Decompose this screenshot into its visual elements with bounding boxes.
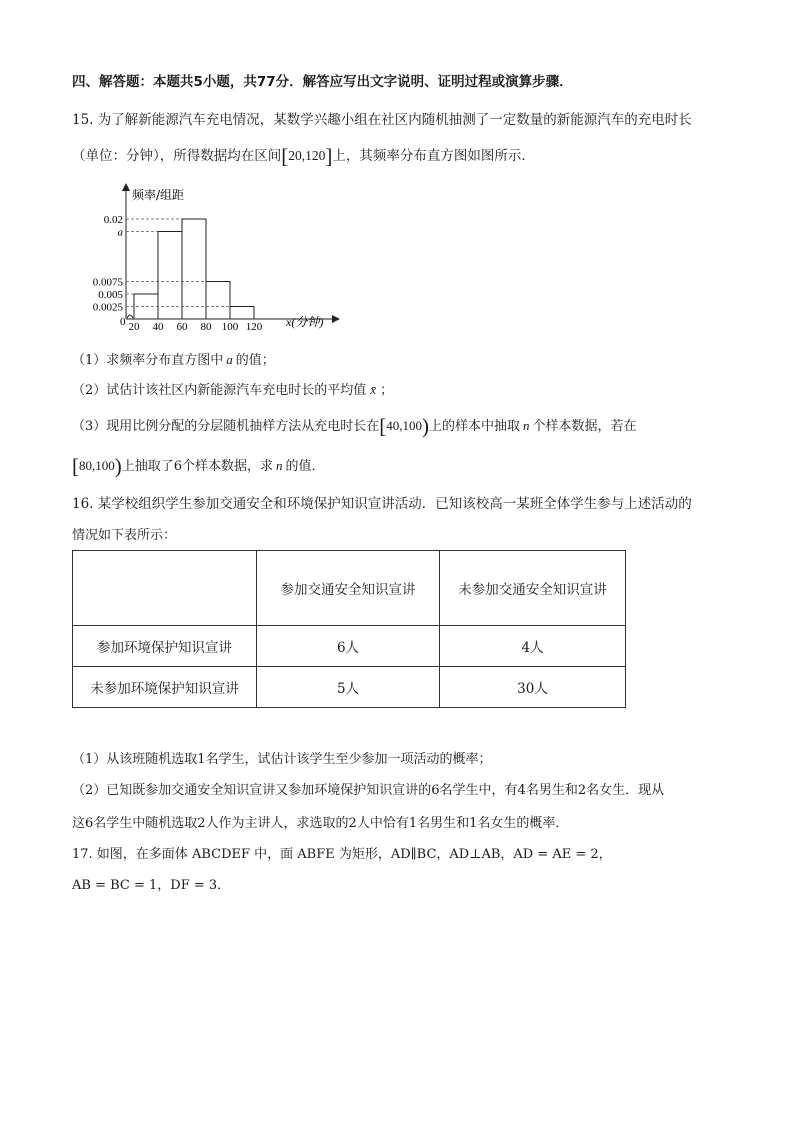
origin-label: 0 (120, 316, 126, 328)
axis-break-mark (127, 315, 133, 318)
q15-part1 (72, 350, 275, 371)
x-tick-label: 60 (176, 321, 188, 333)
y-tick-label: 0.02 (103, 214, 123, 226)
y-tick-label: a (117, 226, 123, 239)
q16-stem-line2: 情况如下表所示： (72, 528, 177, 543)
histogram-bar (206, 282, 230, 320)
x-tick-label: 80 (200, 321, 212, 333)
x-axis-label: x(分钟) (286, 315, 324, 329)
var-n-2: n (276, 458, 283, 473)
q15-part3-interval: 40,100 (386, 418, 423, 433)
q16-part1: （1）从该班随机选取1名学生，试估计该学生至少参加一项活动的概率； (72, 752, 492, 767)
q15-stem-text: （单位：分钟），所得数据均在区间 (72, 148, 282, 164)
q17-stem-line1: 17. 如图，在多面体 ABCDEF 中，面 ABFE 为矩形，AD∥BC，AD⊥AB，AD = AE = 2， (72, 847, 612, 862)
q15-part3b-interval: 80,100 (79, 458, 115, 473)
table-row-header: 未参加环境保护知识宣讲 (73, 667, 257, 708)
x-tick-label: 120 (245, 321, 263, 333)
var-xbar: x̄ (370, 382, 377, 397)
table-cell: 30人 (440, 667, 626, 708)
q15-stem-line2: （单位：分钟），所得数据均在区间[20,120]上，其频率分布直方图如图所示． (72, 144, 535, 168)
q15-part3-post: 个样本数据，若在 (532, 419, 637, 434)
table-header-row (73, 551, 626, 626)
q15-part2 (72, 380, 393, 401)
q15-stem-text-post: 上，其频率分布直方图如图所示． (332, 148, 535, 164)
q15-part2-text: （2）试估计该社区内新能源汽车充电时长的平均值 (72, 383, 367, 398)
x-tick-label: 100 (221, 321, 239, 333)
table-cell: 5人 (257, 667, 440, 708)
q16-part2-line2: 这6名学生中随机选取2人作为主讲人，求选取的2人中恰有1名男生和1名女生的概率． (72, 816, 569, 831)
q15-part3b-post: 的值． (285, 459, 325, 474)
x-tick-label: 40 (152, 321, 164, 333)
q16-stem-line1: 16. 某学校组织学生参加交通安全和环境保护知识宣讲活动．已知该校高一某班全体学生参与上述活动的 (72, 496, 692, 512)
y-axis-label: 频率/组距 (132, 188, 185, 202)
table-corner-cell (73, 551, 257, 626)
table-row-header: 参加环境保护知识宣讲 (73, 626, 257, 667)
histogram-bar (158, 232, 182, 320)
table-cell: 6人 (257, 626, 440, 667)
x-tick-label: 20 (128, 321, 140, 333)
y-tick-label: 0.0025 (92, 301, 123, 314)
var-n: n (523, 418, 530, 433)
q15-part2-post: ； (380, 383, 394, 398)
histogram-bar (230, 307, 254, 320)
table-cell: 4人 (440, 626, 626, 667)
q15-stem-line1: 15. 为了解新能源汽车充电情况，某数学兴趣小组在社区内随机抽测了一定数量的新能源汽车的充电时长 (72, 112, 692, 128)
section-heading: 四、解答题：本题共5小题，共77分．解答应写出文字说明、证明过程或演算步骤． (72, 74, 573, 90)
histogram-bar (182, 219, 206, 319)
q15-part3-text: （3）现用比例分配的分层随机抽样方法从充电时长在 (72, 419, 380, 434)
q15-interval: 20,120 (288, 148, 326, 163)
y-tick-label: 0.0075 (92, 276, 123, 289)
q16-part2-line1: （2）已知既参加交通安全知识宣讲又参加环境保护知识宣讲的6名学生中，有4名男生和2名女生．现从 (72, 783, 665, 798)
q15-part3b-mid: 上抽取了6个样本数据，求 (121, 459, 274, 474)
q17-stem-line2: AB = BC = 1，DF = 3． (72, 878, 231, 893)
y-tick-label: 0.005 (98, 289, 123, 301)
histogram-bars (93, 187, 336, 333)
q15-part3: （3）现用比例分配的分层随机抽样方法从充电时长在[40,100)上的样本中抽取 n 个样本数据，若在 (72, 414, 637, 438)
table-row (73, 667, 626, 708)
frequency-histogram (92, 183, 350, 333)
var-a: a (226, 352, 233, 367)
table-header-cell: 未参加交通安全知识宣讲 (440, 551, 626, 626)
table-row (73, 626, 626, 667)
q15-part3-cont: [80,100)上抽取了6个样本数据，求 n 的值． (72, 454, 325, 478)
table-header-cell: 参加交通安全知识宣讲 (257, 551, 440, 626)
activity-table (72, 550, 626, 708)
q15-part3-mid: 上的样本中抽取 (429, 419, 521, 434)
q15-part1-post: 的值； (235, 353, 275, 368)
q15-part1-text: （1）求频率分布直方图中 (72, 353, 224, 368)
